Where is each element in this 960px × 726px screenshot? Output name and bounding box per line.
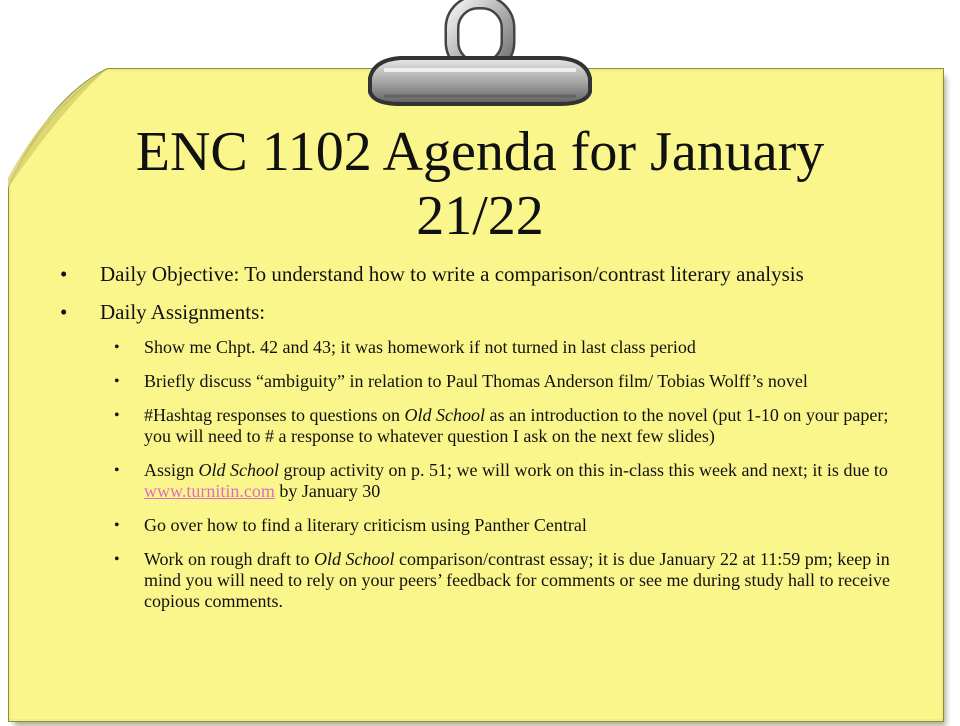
slide-title — [60, 120, 900, 248]
slide-title-line1: ENC 1102 Agenda for January — [135, 121, 825, 183]
list-item — [100, 405, 900, 447]
turnitin-link[interactable]: www.turnitin.com — [144, 481, 275, 501]
assignments-list — [100, 337, 900, 612]
bullet-dot: • — [114, 339, 120, 356]
assignment-text-mid: group activity on p. 51; we will work on this in-class this week and next; it is due to — [279, 460, 888, 480]
objective-item — [60, 262, 900, 286]
assignment-text-post: as an introduction to the novel (put 1-10 on your paper; you will need to # a response to whatever question I ask on the next few slides) — [144, 405, 889, 446]
list-item — [100, 549, 900, 612]
agenda-list — [60, 262, 900, 626]
list-item — [100, 460, 900, 502]
bullet-dot: • — [60, 300, 68, 324]
assignment-text: Show me Chpt. 42 and 43; it was homework if not turned in last class period — [144, 337, 696, 357]
objective-text: Daily Objective: To understand how to write a comparison/contrast literary analysis — [100, 262, 804, 286]
bullet-dot: • — [114, 373, 120, 390]
assignments-label: Daily Assignments: — [100, 300, 266, 324]
list-item — [100, 337, 900, 358]
assignment-text-pre: Assign — [144, 460, 199, 480]
book-title: Old School — [198, 460, 280, 480]
list-item — [100, 371, 900, 392]
assignment-text-pre: #Hashtag responses to questions on — [144, 405, 405, 425]
bullet-dot: • — [114, 407, 120, 424]
book-title: Old School — [314, 549, 395, 569]
assignment-text: Briefly discuss “ambiguity” in relation to Paul Thomas Anderson film/ Tobias Wolff’s novel — [144, 371, 808, 391]
book-title: Old School — [404, 405, 485, 425]
list-item — [100, 515, 900, 536]
bullet-dot: • — [60, 262, 68, 286]
bullet-dot: • — [114, 517, 120, 534]
assignment-text-post: by January 30 — [274, 481, 381, 501]
bullet-dot: • — [114, 462, 120, 479]
assignments-item — [60, 300, 900, 612]
assignment-text: Go over how to find a literary criticism using Panther Central — [144, 515, 587, 535]
binder-clip-icon — [360, 0, 600, 110]
slide-title-line2: 21/22 — [416, 185, 544, 247]
assignment-text-post: comparison/contrast essay; it is due January 22 at 11:59 pm; keep in mind you will need to rely on your peers’ feedback for comments or see me during study hall to receive copious comments. — [144, 549, 890, 611]
bullet-dot: • — [114, 551, 120, 568]
assignment-text-pre: Work on rough draft to — [144, 549, 315, 569]
